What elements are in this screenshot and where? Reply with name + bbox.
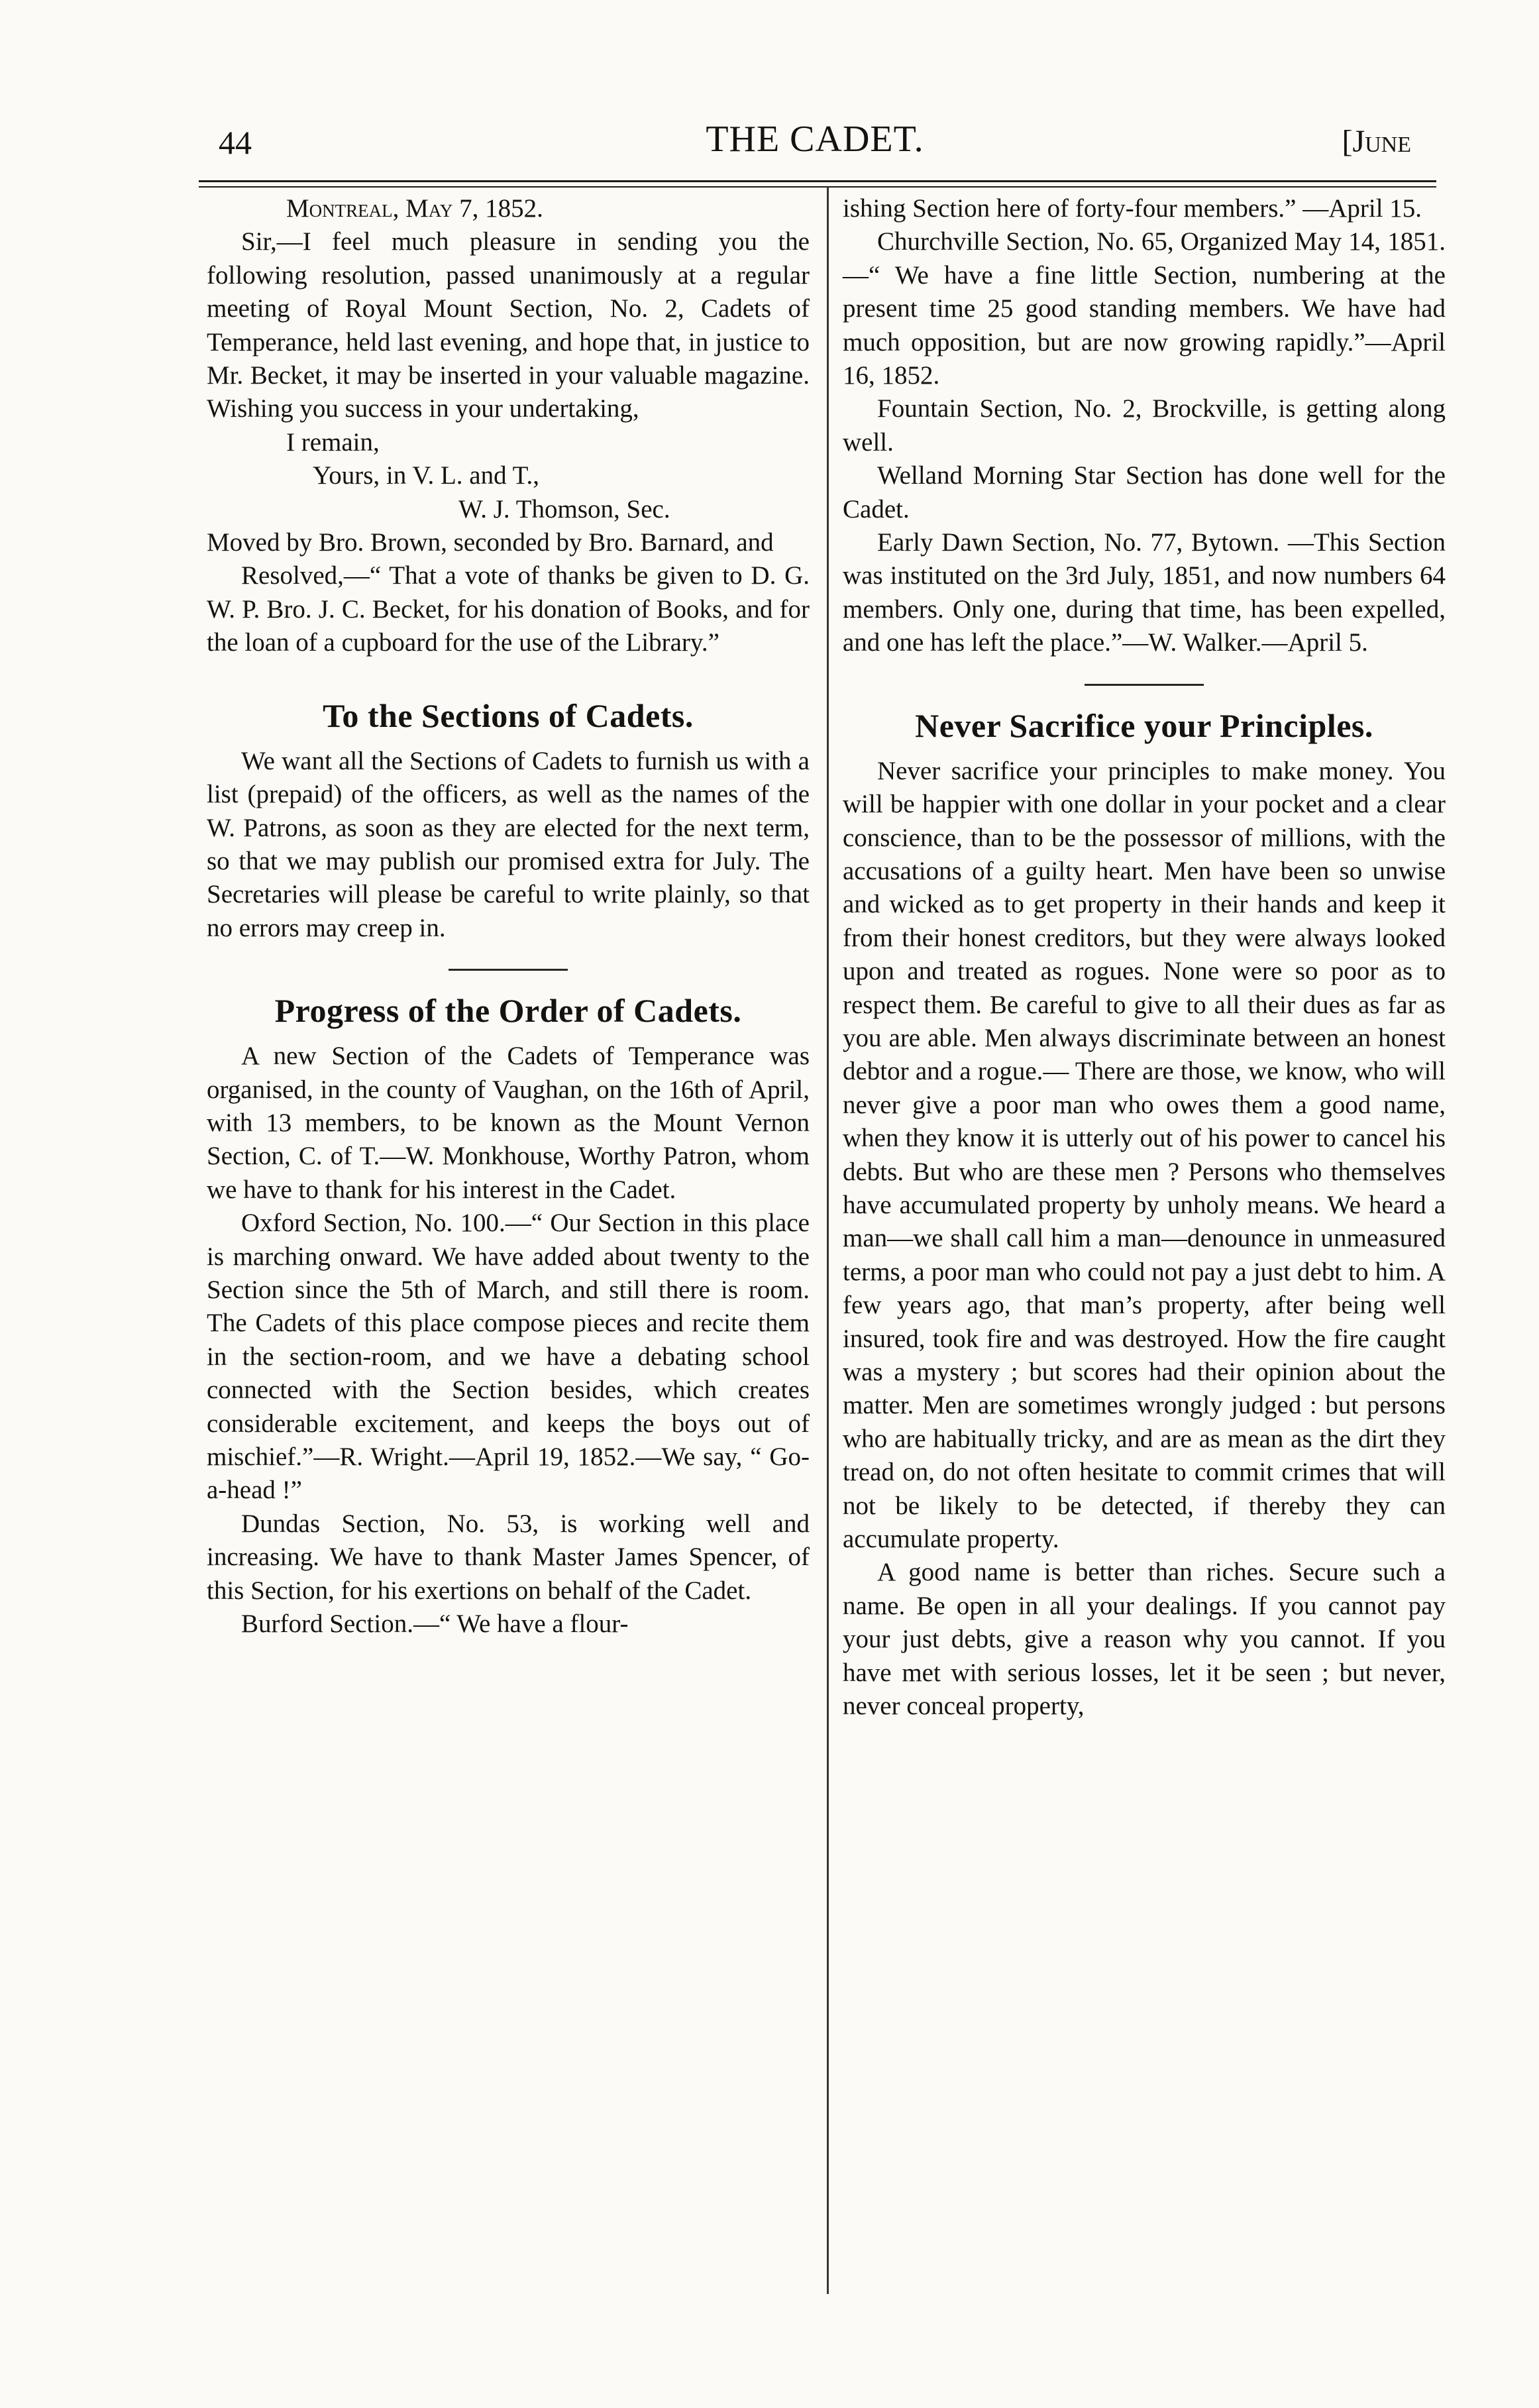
letter-closing-yours: Yours, in V. L. and T., (313, 461, 540, 490)
left-column (207, 192, 810, 1641)
letter-closing-remain: I remain, (286, 427, 380, 457)
progress-welland: Welland Morning Star Section has done well for the Cadet. (843, 461, 1446, 523)
heading-progress-of-order: Progress of the Order of Cadets. (274, 992, 742, 1030)
motion-text: Moved by Bro. Brown, seconded by Bro. Barnard, and (207, 528, 774, 557)
progress-churchville: Churchville Section, No. 65, Organized May 14, 1851.—“ We have a fine little Section, numbering at the present time 25 good standing members. We have had much opposition, but are now growing rapidly.”—April 16, 1852. (843, 227, 1446, 390)
progress-early-dawn: Early Dawn Section, No. 77, Bytown. —This Section was instituted on the 3rd July, 1851, and now numbers 64 members. Only one, during that time, has been expelled, and one has left the place.”—W. Walker.—April 5. (843, 528, 1446, 657)
burford-continuation: ishing Section here of forty-four members.” —April 15. (843, 194, 1422, 223)
page-number: 44 (219, 124, 252, 161)
principles-paragraph-1: Never sacrifice your principles to make money. You will be happier with one dollar in your pocket and a clear conscience, than to be the possessor of millions, with the accusations of a guilty heart. Men have been so unwise and wicked as to get property in their hands and keep it from their honest creditors, but they were always looked upon and treated as rogues. None were so poor as to respect them. Be careful to give to all their dues as far as you are able. Men always discriminate between an honest debtor and a rogue.— There are those, we know, who will never give a poor man who owes them a good name, when they know it is utterly out of his power to cancel his debts. But who are these men ? Persons who themselves have accumulated property by unholy means. We heard a man—we shall call him a man—denounce in unmeasured terms, a poor man who could not pay a just debt to him. A few years ago, that man’s property, after being well insured, took fire and was destroyed. How the fire caught was a mystery ; but scores had their opinion about the matter. Men are sometimes wrongly judged : but persons who are habitually tricky, and are as mean as the dirt they tread on, do not often hesitate to commit crimes that will not be likely to be detected, if thereby they can accumulate property. (843, 756, 1446, 1554)
progress-oxford: Oxford Section, No. 100.—“ Our Section in this place is marching onward. We have added about twenty to the Section since the 5th of March, and still there is room. The Cadets of this place compose pieces and recite them in the section-room, and we have a debating school connected with the Section besides, which creates considerable excitement, and keeps the boys out of mischief.”—R. Wright.—April 19, 1852.—We say, “ Go-a-head !” (207, 1209, 810, 1505)
page-header (219, 118, 1411, 178)
principles-paragraph-2: A good name is better than riches. Secure such a name. Be open in all your dealings. If you cannot pay your just debts, give a reason why you cannot. If you have met with serious losses, let it be seen ; but never, never conceal property, (843, 1558, 1446, 1721)
running-month: [June (1342, 124, 1411, 159)
section-divider-right (1085, 684, 1204, 686)
running-title: THE CADET. (706, 119, 924, 160)
progress-mount-vernon: A new Section of the Cadets of Temperance was organised, in the county of Vaughan, on the 16th of April, with 13 members, to be known as the Mount Vernon Section, C. of T.—W. Monkhouse, Worthy Patron, whom we have to thank for his interest in the Cadet. (207, 1042, 810, 1204)
progress-burford: Burford Section.—“ We have a flour- (241, 1610, 629, 1639)
right-column (843, 192, 1446, 1723)
progress-fountain: Fountain Section, No. 2, Brockville, is getting along well. (843, 394, 1446, 457)
sections-notice: We want all the Sections of Cadets to furnish us with a list (prepaid) of the officers, as well as the names of the W. Patrons, as soon as they are elected for the next term, so that we may publish our promised extra for July. The Secretaries will please be careful to write plainly, so that no errors may creep in. (207, 746, 810, 942)
heading-sections-of-cadets: To the Sections of Cadets. (323, 696, 694, 734)
section-divider (449, 969, 568, 971)
progress-dundas: Dundas Section, No. 53, is working well and increasing. We have to thank Master James Spencer, of this Section, for his exertions on behalf of the Cadet. (207, 1509, 810, 1605)
letter-body: Sir,—I feel much pleasure in sending you the following resolution, passed unanimously at a regular meeting of Royal Mount Section, No. 2, Cadets of Temperance, held last evening, and hope that, in justice to Mr. Becket, it may be inserted in your valuable magazine. Wishing you success in your undertaking, (207, 227, 810, 423)
resolution-text: Resolved,—“ That a vote of thanks be given to D. G. W. P. Bro. J. C. Becket, for his donation of Books, and for the loan of a cupboard for the use of the Library.” (207, 561, 810, 657)
heading-never-sacrifice: Never Sacrifice your Principles. (915, 706, 1373, 744)
letter-signature: W. J. Thomson, Sec. (458, 494, 670, 523)
letter-dateline: Montreal, May 7, 1852. (286, 194, 543, 223)
column-divider (827, 187, 829, 2294)
header-rule (199, 180, 1436, 188)
